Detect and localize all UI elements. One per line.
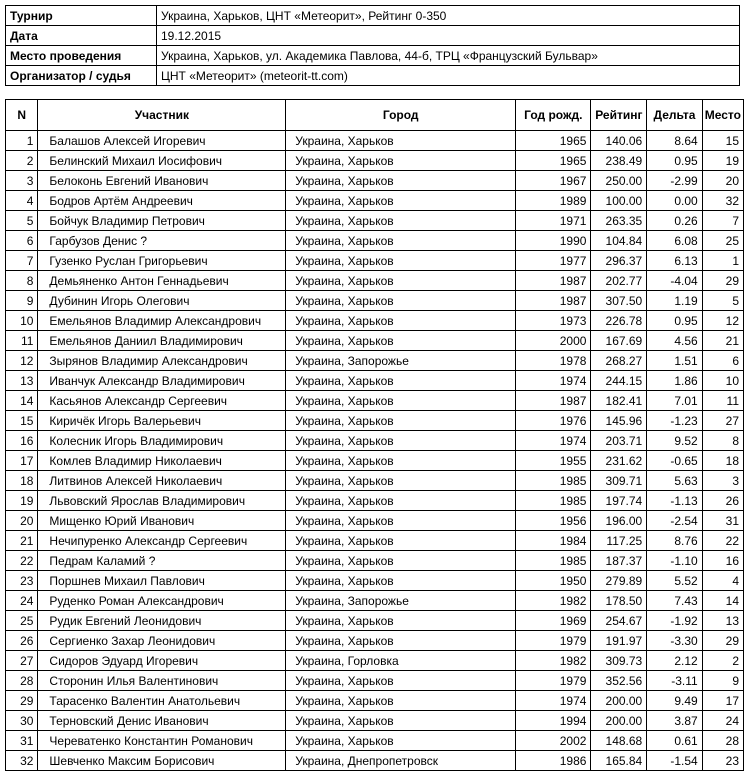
cell-delta: -1.54 bbox=[647, 751, 703, 771]
cell-place: 21 bbox=[702, 331, 743, 351]
cell-participant: Емельянов Даниил Владимирович bbox=[38, 331, 286, 351]
cell-city: Украина, Харьков bbox=[286, 711, 516, 731]
cell-delta: 7.01 bbox=[647, 391, 703, 411]
cell-city: Украина, Харьков bbox=[286, 211, 516, 231]
cell-place: 4 bbox=[702, 571, 743, 591]
cell-participant: Литвинов Алексей Николаевич bbox=[38, 471, 286, 491]
cell-number: 3 bbox=[6, 171, 38, 191]
table-row bbox=[6, 731, 744, 751]
cell-rating: 238.49 bbox=[591, 151, 647, 171]
info-label: Организатор / судья bbox=[6, 66, 157, 86]
cell-number: 7 bbox=[6, 251, 38, 271]
cell-city: Украина, Харьков bbox=[286, 531, 516, 551]
cell-rating: 200.00 bbox=[591, 711, 647, 731]
cell-birth-year: 1955 bbox=[516, 451, 591, 471]
header-delta: Дельта bbox=[647, 100, 703, 131]
cell-birth-year: 1985 bbox=[516, 491, 591, 511]
cell-delta: 8.76 bbox=[647, 531, 703, 551]
cell-place: 10 bbox=[702, 371, 743, 391]
header-birth-year: Год рожд. bbox=[516, 100, 591, 131]
cell-delta: -1.92 bbox=[647, 611, 703, 631]
cell-delta: 0.95 bbox=[647, 151, 703, 171]
cell-place: 11 bbox=[702, 391, 743, 411]
cell-city: Украина, Харьков bbox=[286, 231, 516, 251]
cell-participant: Череватенко Константин Романович bbox=[38, 731, 286, 751]
cell-participant: Бодров Артём Андреевич bbox=[38, 191, 286, 211]
cell-delta: 0.61 bbox=[647, 731, 703, 751]
cell-city: Украина, Харьков bbox=[286, 371, 516, 391]
table-row bbox=[6, 511, 744, 531]
cell-city: Украина, Харьков bbox=[286, 411, 516, 431]
cell-birth-year: 1977 bbox=[516, 251, 591, 271]
cell-place: 3 bbox=[702, 471, 743, 491]
cell-place: 19 bbox=[702, 151, 743, 171]
cell-birth-year: 1967 bbox=[516, 171, 591, 191]
cell-city: Украина, Харьков bbox=[286, 251, 516, 271]
cell-number: 6 bbox=[6, 231, 38, 251]
cell-birth-year: 1982 bbox=[516, 591, 591, 611]
cell-number: 17 bbox=[6, 451, 38, 471]
table-row bbox=[6, 691, 744, 711]
cell-place: 20 bbox=[702, 171, 743, 191]
table-row bbox=[6, 191, 744, 211]
cell-place: 26 bbox=[702, 491, 743, 511]
cell-birth-year: 1986 bbox=[516, 751, 591, 771]
cell-number: 16 bbox=[6, 431, 38, 451]
cell-rating: 309.71 bbox=[591, 471, 647, 491]
cell-number: 29 bbox=[6, 691, 38, 711]
cell-participant: Иванчук Александр Владимирович bbox=[38, 371, 286, 391]
cell-place: 32 bbox=[702, 191, 743, 211]
cell-place: 18 bbox=[702, 451, 743, 471]
header-place: Место bbox=[702, 100, 743, 131]
table-row bbox=[6, 531, 744, 551]
cell-city: Украина, Харьков bbox=[286, 571, 516, 591]
cell-birth-year: 1976 bbox=[516, 411, 591, 431]
cell-number: 5 bbox=[6, 211, 38, 231]
cell-number: 4 bbox=[6, 191, 38, 211]
cell-birth-year: 1984 bbox=[516, 531, 591, 551]
cell-city: Украина, Харьков bbox=[286, 491, 516, 511]
cell-rating: 104.84 bbox=[591, 231, 647, 251]
cell-rating: 182.41 bbox=[591, 391, 647, 411]
cell-participant: Мищенко Юрий Иванович bbox=[38, 511, 286, 531]
cell-rating: 197.74 bbox=[591, 491, 647, 511]
cell-place: 22 bbox=[702, 531, 743, 551]
cell-city: Украина, Харьков bbox=[286, 471, 516, 491]
cell-rating: 244.15 bbox=[591, 371, 647, 391]
cell-rating: 200.00 bbox=[591, 691, 647, 711]
cell-delta: 7.43 bbox=[647, 591, 703, 611]
cell-city: Украина, Харьков bbox=[286, 331, 516, 351]
cell-birth-year: 1974 bbox=[516, 691, 591, 711]
cell-delta: 3.87 bbox=[647, 711, 703, 731]
cell-participant: Киричёк Игорь Валерьевич bbox=[38, 411, 286, 431]
table-row bbox=[6, 591, 744, 611]
results-header-row bbox=[6, 100, 744, 131]
table-row bbox=[6, 271, 744, 291]
cell-city: Украина, Харьков bbox=[286, 691, 516, 711]
cell-birth-year: 1971 bbox=[516, 211, 591, 231]
cell-birth-year: 1994 bbox=[516, 711, 591, 731]
cell-participant: Дубинин Игорь Олегович bbox=[38, 291, 286, 311]
table-row bbox=[6, 551, 744, 571]
table-row bbox=[6, 351, 744, 371]
cell-participant: Шевченко Максим Борисович bbox=[38, 751, 286, 771]
cell-number: 25 bbox=[6, 611, 38, 631]
cell-place: 2 bbox=[702, 651, 743, 671]
cell-number: 30 bbox=[6, 711, 38, 731]
cell-participant: Рудик Евгений Леонидович bbox=[38, 611, 286, 631]
cell-participant: Поршнев Михаил Павлович bbox=[38, 571, 286, 591]
cell-place: 7 bbox=[702, 211, 743, 231]
cell-birth-year: 1987 bbox=[516, 291, 591, 311]
cell-city: Украина, Запорожье bbox=[286, 591, 516, 611]
cell-rating: 187.37 bbox=[591, 551, 647, 571]
cell-delta: -3.11 bbox=[647, 671, 703, 691]
cell-participant: Емельянов Владимир Александрович bbox=[38, 311, 286, 331]
cell-place: 15 bbox=[702, 131, 743, 151]
cell-participant: Гарбузов Денис ? bbox=[38, 231, 286, 251]
table-row bbox=[6, 491, 744, 511]
table-row bbox=[6, 131, 744, 151]
cell-birth-year: 1974 bbox=[516, 371, 591, 391]
cell-participant: Терновский Денис Иванович bbox=[38, 711, 286, 731]
cell-birth-year: 2000 bbox=[516, 331, 591, 351]
cell-rating: 268.27 bbox=[591, 351, 647, 371]
table-row bbox=[6, 451, 744, 471]
results-table bbox=[5, 99, 744, 771]
cell-delta: -3.30 bbox=[647, 631, 703, 651]
cell-participant: Комлев Владимир Николаевич bbox=[38, 451, 286, 471]
cell-delta: -4.04 bbox=[647, 271, 703, 291]
info-value: ЦНТ «Метеорит» (meteorit-tt.com) bbox=[157, 66, 740, 86]
cell-city: Украина, Горловка bbox=[286, 651, 516, 671]
cell-number: 15 bbox=[6, 411, 38, 431]
cell-rating: 203.71 bbox=[591, 431, 647, 451]
cell-city: Украина, Харьков bbox=[286, 551, 516, 571]
table-row bbox=[6, 711, 744, 731]
cell-city: Украина, Харьков bbox=[286, 451, 516, 471]
cell-place: 25 bbox=[702, 231, 743, 251]
cell-birth-year: 2002 bbox=[516, 731, 591, 751]
cell-number: 1 bbox=[6, 131, 38, 151]
cell-participant: Бойчук Владимир Петрович bbox=[38, 211, 286, 231]
cell-city: Украина, Харьков bbox=[286, 431, 516, 451]
table-row bbox=[6, 391, 744, 411]
cell-birth-year: 1987 bbox=[516, 391, 591, 411]
cell-number: 31 bbox=[6, 731, 38, 751]
cell-delta: 9.49 bbox=[647, 691, 703, 711]
cell-city: Украина, Харьков bbox=[286, 191, 516, 211]
cell-rating: 309.73 bbox=[591, 651, 647, 671]
cell-number: 24 bbox=[6, 591, 38, 611]
cell-participant: Демьяненко Антон Геннадьевич bbox=[38, 271, 286, 291]
info-label: Турнир bbox=[6, 6, 157, 26]
cell-number: 11 bbox=[6, 331, 38, 351]
table-row bbox=[6, 471, 744, 491]
cell-number: 10 bbox=[6, 311, 38, 331]
table-row bbox=[6, 631, 744, 651]
cell-rating: 191.97 bbox=[591, 631, 647, 651]
cell-rating: 231.62 bbox=[591, 451, 647, 471]
info-row bbox=[6, 26, 740, 46]
cell-birth-year: 1950 bbox=[516, 571, 591, 591]
table-row bbox=[6, 411, 744, 431]
cell-birth-year: 1956 bbox=[516, 511, 591, 531]
cell-participant: Нечипуренко Александр Сергеевич bbox=[38, 531, 286, 551]
cell-delta: 0.26 bbox=[647, 211, 703, 231]
cell-participant: Колесник Игорь Владимирович bbox=[38, 431, 286, 451]
cell-number: 9 bbox=[6, 291, 38, 311]
tournament-info-table bbox=[5, 5, 740, 86]
cell-birth-year: 1990 bbox=[516, 231, 591, 251]
header-rating: Рейтинг bbox=[591, 100, 647, 131]
cell-city: Украина, Харьков bbox=[286, 631, 516, 651]
cell-participant: Зырянов Владимир Александрович bbox=[38, 351, 286, 371]
cell-place: 29 bbox=[702, 631, 743, 651]
cell-participant: Львовский Ярослав Владимирович bbox=[38, 491, 286, 511]
cell-birth-year: 1965 bbox=[516, 151, 591, 171]
cell-birth-year: 1979 bbox=[516, 631, 591, 651]
cell-delta: 4.56 bbox=[647, 331, 703, 351]
cell-participant: Педрам Каламий ? bbox=[38, 551, 286, 571]
cell-rating: 254.67 bbox=[591, 611, 647, 631]
cell-birth-year: 1979 bbox=[516, 671, 591, 691]
cell-city: Украина, Харьков bbox=[286, 671, 516, 691]
cell-delta: 6.08 bbox=[647, 231, 703, 251]
cell-delta: -2.99 bbox=[647, 171, 703, 191]
cell-number: 14 bbox=[6, 391, 38, 411]
cell-delta: 9.52 bbox=[647, 431, 703, 451]
cell-delta: -1.13 bbox=[647, 491, 703, 511]
table-row bbox=[6, 251, 744, 271]
cell-number: 18 bbox=[6, 471, 38, 491]
cell-place: 8 bbox=[702, 431, 743, 451]
cell-participant: Тарасенко Валентин Анатольевич bbox=[38, 691, 286, 711]
cell-number: 26 bbox=[6, 631, 38, 651]
table-row bbox=[6, 171, 744, 191]
cell-number: 8 bbox=[6, 271, 38, 291]
cell-rating: 226.78 bbox=[591, 311, 647, 331]
cell-number: 12 bbox=[6, 351, 38, 371]
cell-place: 29 bbox=[702, 271, 743, 291]
cell-rating: 307.50 bbox=[591, 291, 647, 311]
cell-place: 9 bbox=[702, 671, 743, 691]
cell-delta: 1.51 bbox=[647, 351, 703, 371]
cell-rating: 279.89 bbox=[591, 571, 647, 591]
cell-rating: 100.00 bbox=[591, 191, 647, 211]
cell-number: 27 bbox=[6, 651, 38, 671]
info-row bbox=[6, 46, 740, 66]
info-row bbox=[6, 66, 740, 86]
cell-participant: Гузенко Руслан Григорьевич bbox=[38, 251, 286, 271]
info-value: Украина, Харьков, ЦНТ «Метеорит», Рейтинг 0-350 bbox=[157, 6, 740, 26]
cell-birth-year: 1985 bbox=[516, 551, 591, 571]
cell-participant: Руденко Роман Александрович bbox=[38, 591, 286, 611]
cell-place: 16 bbox=[702, 551, 743, 571]
table-row bbox=[6, 751, 744, 771]
cell-place: 23 bbox=[702, 751, 743, 771]
cell-delta: 6.13 bbox=[647, 251, 703, 271]
info-label: Дата bbox=[6, 26, 157, 46]
info-value: 19.12.2015 bbox=[157, 26, 740, 46]
cell-rating: 352.56 bbox=[591, 671, 647, 691]
table-row bbox=[6, 331, 744, 351]
cell-birth-year: 1974 bbox=[516, 431, 591, 451]
cell-delta: 5.52 bbox=[647, 571, 703, 591]
cell-city: Украина, Харьков bbox=[286, 311, 516, 331]
cell-rating: 140.06 bbox=[591, 131, 647, 151]
cell-city: Украина, Запорожье bbox=[286, 351, 516, 371]
table-row bbox=[6, 211, 744, 231]
cell-delta: -1.10 bbox=[647, 551, 703, 571]
cell-place: 1 bbox=[702, 251, 743, 271]
cell-delta: 2.12 bbox=[647, 651, 703, 671]
cell-participant: Балашов Алексей Игоревич bbox=[38, 131, 286, 151]
cell-city: Украина, Харьков bbox=[286, 131, 516, 151]
cell-number: 20 bbox=[6, 511, 38, 531]
cell-city: Украина, Харьков bbox=[286, 151, 516, 171]
cell-birth-year: 1987 bbox=[516, 271, 591, 291]
cell-delta: 1.19 bbox=[647, 291, 703, 311]
cell-rating: 145.96 bbox=[591, 411, 647, 431]
table-row bbox=[6, 651, 744, 671]
cell-rating: 148.68 bbox=[591, 731, 647, 751]
cell-birth-year: 1982 bbox=[516, 651, 591, 671]
cell-place: 12 bbox=[702, 311, 743, 331]
cell-delta: 0.00 bbox=[647, 191, 703, 211]
cell-number: 19 bbox=[6, 491, 38, 511]
cell-delta: -0.65 bbox=[647, 451, 703, 471]
cell-rating: 178.50 bbox=[591, 591, 647, 611]
cell-rating: 167.69 bbox=[591, 331, 647, 351]
cell-delta: -2.54 bbox=[647, 511, 703, 531]
cell-place: 13 bbox=[702, 611, 743, 631]
cell-rating: 263.35 bbox=[591, 211, 647, 231]
table-row bbox=[6, 371, 744, 391]
cell-rating: 196.00 bbox=[591, 511, 647, 531]
table-row bbox=[6, 291, 744, 311]
cell-birth-year: 1965 bbox=[516, 131, 591, 151]
cell-place: 6 bbox=[702, 351, 743, 371]
cell-rating: 202.77 bbox=[591, 271, 647, 291]
header-city: Город bbox=[286, 100, 516, 131]
table-row bbox=[6, 571, 744, 591]
cell-birth-year: 1969 bbox=[516, 611, 591, 631]
cell-number: 32 bbox=[6, 751, 38, 771]
cell-number: 2 bbox=[6, 151, 38, 171]
table-row bbox=[6, 671, 744, 691]
cell-birth-year: 1978 bbox=[516, 351, 591, 371]
cell-delta: 1.86 bbox=[647, 371, 703, 391]
cell-participant: Белинский Михаил Иосифович bbox=[38, 151, 286, 171]
cell-number: 21 bbox=[6, 531, 38, 551]
cell-city: Украина, Харьков bbox=[286, 391, 516, 411]
info-value: Украина, Харьков, ул. Академика Павлова, 44-б, ТРЦ «Французский Бульвар» bbox=[157, 46, 740, 66]
cell-participant: Белоконь Евгений Иванович bbox=[38, 171, 286, 191]
header-number: N bbox=[6, 100, 38, 131]
cell-birth-year: 1973 bbox=[516, 311, 591, 331]
cell-city: Украина, Харьков bbox=[286, 511, 516, 531]
cell-place: 31 bbox=[702, 511, 743, 531]
table-row bbox=[6, 151, 744, 171]
cell-participant: Сергиенко Захар Леонидович bbox=[38, 631, 286, 651]
cell-place: 28 bbox=[702, 731, 743, 751]
cell-city: Украина, Харьков bbox=[286, 271, 516, 291]
cell-participant: Сторонин Илья Валентинович bbox=[38, 671, 286, 691]
cell-place: 17 bbox=[702, 691, 743, 711]
cell-delta: 0.95 bbox=[647, 311, 703, 331]
cell-city: Украина, Харьков bbox=[286, 731, 516, 751]
cell-rating: 165.84 bbox=[591, 751, 647, 771]
cell-delta: -1.23 bbox=[647, 411, 703, 431]
info-row bbox=[6, 6, 740, 26]
cell-birth-year: 1985 bbox=[516, 471, 591, 491]
cell-city: Украина, Харьков bbox=[286, 171, 516, 191]
cell-city: Украина, Харьков bbox=[286, 611, 516, 631]
info-label: Место проведения bbox=[6, 46, 157, 66]
cell-delta: 5.63 bbox=[647, 471, 703, 491]
cell-birth-year: 1989 bbox=[516, 191, 591, 211]
cell-rating: 296.37 bbox=[591, 251, 647, 271]
table-row bbox=[6, 231, 744, 251]
cell-city: Украина, Днепропетровск bbox=[286, 751, 516, 771]
cell-city: Украина, Харьков bbox=[286, 291, 516, 311]
cell-delta: 8.64 bbox=[647, 131, 703, 151]
cell-rating: 117.25 bbox=[591, 531, 647, 551]
cell-participant: Касьянов Александр Сергеевич bbox=[38, 391, 286, 411]
cell-participant: Сидоров Эдуард Игоревич bbox=[38, 651, 286, 671]
cell-place: 14 bbox=[702, 591, 743, 611]
cell-rating: 250.00 bbox=[591, 171, 647, 191]
cell-number: 28 bbox=[6, 671, 38, 691]
cell-place: 27 bbox=[702, 411, 743, 431]
cell-place: 5 bbox=[702, 291, 743, 311]
cell-number: 22 bbox=[6, 551, 38, 571]
cell-place: 24 bbox=[702, 711, 743, 731]
cell-number: 23 bbox=[6, 571, 38, 591]
table-row bbox=[6, 431, 744, 451]
header-participant: Участник bbox=[38, 100, 286, 131]
table-row bbox=[6, 611, 744, 631]
table-row bbox=[6, 311, 744, 331]
cell-number: 13 bbox=[6, 371, 38, 391]
